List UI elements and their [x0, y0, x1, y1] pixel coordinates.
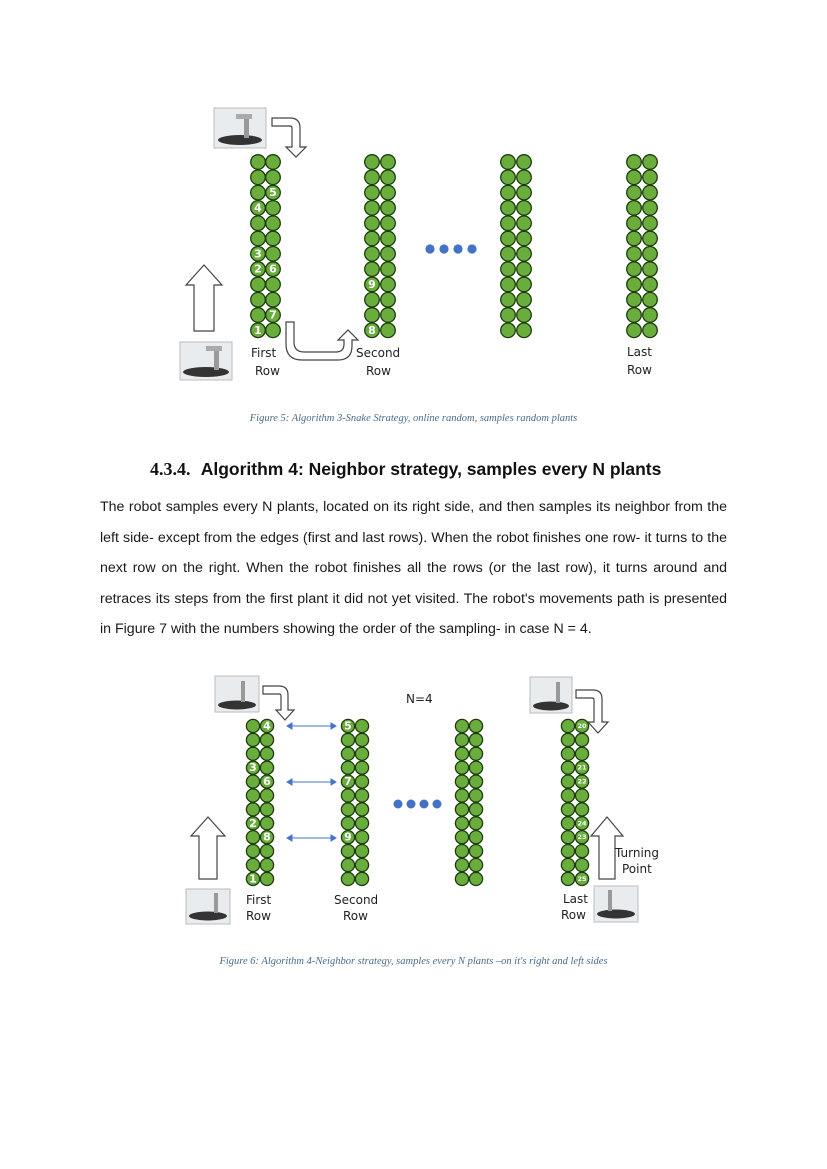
plant [643, 277, 658, 292]
plant [381, 262, 396, 277]
plant [455, 733, 468, 746]
plant [561, 817, 574, 830]
plant [355, 719, 368, 732]
plant [627, 216, 642, 231]
plant [501, 201, 516, 216]
plant [501, 216, 516, 231]
plant [575, 845, 588, 858]
plant [381, 155, 396, 170]
label-turning-point: Point [622, 862, 652, 876]
plant [561, 719, 574, 732]
plant [341, 733, 354, 746]
plant [455, 831, 468, 844]
plant [455, 845, 468, 858]
plant [501, 308, 516, 323]
plant [381, 277, 396, 292]
plant [251, 170, 266, 185]
sample-number: 24 [577, 819, 587, 828]
label-second-row: Row [366, 364, 391, 378]
plant [365, 231, 380, 246]
plant [627, 231, 642, 246]
plant [251, 277, 266, 292]
sample-number: 3 [249, 761, 257, 775]
plant [246, 831, 259, 844]
plant [355, 817, 368, 830]
plant [517, 185, 532, 200]
plant [365, 247, 380, 262]
label-last-row: Last [627, 345, 652, 359]
plant [561, 789, 574, 802]
plant [627, 247, 642, 262]
plant [341, 845, 354, 858]
plant [643, 185, 658, 200]
plant [561, 872, 574, 885]
label-last-row: Row [627, 363, 652, 377]
label-turning-point: Turning [615, 846, 659, 860]
figure-6-caption: Figure 6: Algorithm 4-Neighbor strategy, samples every N plants –on it's right and left sides [219, 956, 608, 967]
turn-arrow [272, 118, 306, 157]
body-paragraph: The robot samples every N plants, located on its right side, and then samples its neighbor from the left side- except from the edges (first and last rows). When the robot finishes one row- it turns to the next row on the right. When the robot finishes all the rows (or the last row), it turns around and retraces its steps from the first plant it did not yet visited. The robot's movements path is presented in Figure 7 with the numbers showing the order of the sampling- in case N = 4. [100, 499, 727, 637]
plant [455, 803, 468, 816]
plant [341, 858, 354, 871]
plant [365, 201, 380, 216]
plant [455, 789, 468, 802]
plant [455, 775, 468, 788]
plant [627, 323, 642, 338]
plant [469, 803, 482, 816]
plant [455, 817, 468, 830]
plant [627, 155, 642, 170]
plant [355, 733, 368, 746]
plant [341, 789, 354, 802]
plant [355, 858, 368, 871]
plant [246, 719, 259, 732]
plant [251, 292, 266, 307]
plant [365, 185, 380, 200]
label-second-row: Second [334, 893, 379, 907]
plant [381, 185, 396, 200]
plant [643, 216, 658, 231]
turn-arrow [263, 686, 294, 720]
plant [251, 231, 266, 246]
figure-5 [0, 0, 827, 410]
plant [469, 858, 482, 871]
plant [246, 789, 259, 802]
sample-number: 25 [577, 874, 587, 883]
plant [469, 719, 482, 732]
plant [266, 247, 281, 262]
plant [501, 262, 516, 277]
label-second-row: Row [343, 909, 368, 923]
plant [365, 292, 380, 307]
sample-number: 1 [254, 323, 262, 337]
sample-number: 22 [577, 777, 587, 786]
plant [517, 170, 532, 185]
label-first-row: First [251, 346, 277, 360]
plant [365, 308, 380, 323]
plant [365, 216, 380, 231]
figure-6 [0, 672, 827, 932]
plant [381, 216, 396, 231]
plant [643, 231, 658, 246]
plant [266, 216, 281, 231]
sample-order-numbers [249, 720, 587, 886]
plant [355, 761, 368, 774]
ellipsis-dots [394, 800, 442, 809]
plant [643, 292, 658, 307]
section-heading [150, 459, 661, 480]
plant [260, 747, 273, 760]
plant [469, 733, 482, 746]
plant [627, 292, 642, 307]
plant [469, 789, 482, 802]
plant [260, 872, 273, 885]
robot-icon [530, 677, 572, 713]
plant [501, 292, 516, 307]
plant [455, 761, 468, 774]
plant [246, 803, 259, 816]
plant [355, 747, 368, 760]
ellipsis-dots [425, 244, 476, 253]
section-title: Algorithm 4: Neighbor strategy, samples every N plants [200, 459, 662, 479]
plant [260, 789, 273, 802]
plant [643, 155, 658, 170]
plant [643, 170, 658, 185]
plant [627, 262, 642, 277]
plant [517, 323, 532, 338]
plant [355, 789, 368, 802]
plant [501, 277, 516, 292]
plant [517, 216, 532, 231]
robot-icon [594, 886, 638, 922]
plant [260, 845, 273, 858]
plant [381, 308, 396, 323]
plant [501, 247, 516, 262]
plant [266, 292, 281, 307]
sample-number: 21 [577, 763, 587, 772]
label-first-row: Row [246, 909, 271, 923]
plant [455, 858, 468, 871]
plant [341, 761, 354, 774]
sample-number: 2 [249, 816, 257, 830]
plant [501, 155, 516, 170]
plant [246, 733, 259, 746]
plant [469, 761, 482, 774]
plant [469, 817, 482, 830]
plant [501, 170, 516, 185]
plant [469, 747, 482, 760]
plant-grid-fig5 [251, 155, 658, 338]
plant [517, 292, 532, 307]
plant [355, 803, 368, 816]
plant [341, 803, 354, 816]
plant [575, 733, 588, 746]
plant [643, 308, 658, 323]
plant [251, 308, 266, 323]
robot-icon [180, 342, 232, 380]
plant [627, 170, 642, 185]
sample-number: 9 [368, 277, 376, 291]
plant [627, 185, 642, 200]
plant [575, 747, 588, 760]
robot-icon [186, 889, 230, 924]
plant [517, 247, 532, 262]
plant [561, 858, 574, 871]
plant [365, 262, 380, 277]
plant [469, 775, 482, 788]
plant [251, 216, 266, 231]
label-last-row: Row [561, 908, 586, 922]
up-arrow [186, 265, 222, 331]
sample-number: 20 [577, 722, 587, 730]
plant [469, 872, 482, 885]
plant [501, 185, 516, 200]
plant [381, 201, 396, 216]
sample-number: 4 [263, 719, 271, 733]
plant [643, 201, 658, 216]
plant [455, 872, 468, 885]
plant [381, 292, 396, 307]
plant [266, 231, 281, 246]
plant [517, 201, 532, 216]
sample-number: 3 [254, 247, 262, 261]
sample-number: 5 [344, 719, 352, 733]
plant [266, 170, 281, 185]
plant [517, 277, 532, 292]
plant [365, 170, 380, 185]
label-last-row: Last [563, 892, 588, 906]
plant [341, 817, 354, 830]
plant [469, 845, 482, 858]
plant [455, 719, 468, 732]
plant [355, 775, 368, 788]
plant [381, 231, 396, 246]
plant [561, 733, 574, 746]
plant [643, 262, 658, 277]
plant [517, 308, 532, 323]
plant [455, 747, 468, 760]
plant [561, 845, 574, 858]
plant [355, 872, 368, 885]
plant [561, 775, 574, 788]
plant [266, 201, 281, 216]
sample-number: 8 [263, 830, 271, 844]
plant [627, 308, 642, 323]
robot-icon [214, 108, 266, 148]
plant [246, 845, 259, 858]
plant [266, 155, 281, 170]
plant [501, 323, 516, 338]
sample-number: 1 [249, 872, 257, 886]
sample-number: 7 [344, 775, 352, 789]
plant [643, 247, 658, 262]
plant [501, 231, 516, 246]
sample-number: 9 [344, 830, 352, 844]
plant [341, 872, 354, 885]
up-arrow [191, 817, 225, 879]
plant [355, 831, 368, 844]
plant [355, 845, 368, 858]
sample-number: 4 [254, 201, 262, 215]
plant [575, 803, 588, 816]
u-turn-arrow [286, 322, 358, 360]
sample-number: 2 [254, 262, 262, 276]
plant [260, 803, 273, 816]
plant [561, 831, 574, 844]
plant-grid-fig6 [246, 719, 588, 885]
plant [517, 155, 532, 170]
sample-number: 23 [577, 833, 587, 842]
figure-5-caption: Figure 5: Algorithm 3-Snake Strategy, online random, samples random plants [249, 413, 578, 424]
plant [251, 155, 266, 170]
plant [246, 775, 259, 788]
plant [246, 858, 259, 871]
plant [251, 185, 266, 200]
plant [469, 831, 482, 844]
plant [365, 155, 380, 170]
plant [575, 858, 588, 871]
plant [627, 277, 642, 292]
plant [266, 277, 281, 292]
neighbor-arrows [287, 723, 336, 841]
plant [381, 247, 396, 262]
plant [381, 170, 396, 185]
sample-number: 6 [263, 775, 271, 789]
plant [260, 761, 273, 774]
robot-icon [215, 676, 259, 712]
plant [643, 323, 658, 338]
plant [246, 747, 259, 760]
sample-number: 5 [269, 186, 277, 200]
plant [561, 803, 574, 816]
label-first-row: First [246, 893, 272, 907]
section-number: 4.3.4. [150, 459, 191, 479]
sample-number: 8 [368, 323, 376, 337]
plant [561, 761, 574, 774]
plant [381, 323, 396, 338]
n-label: N=4 [406, 692, 433, 706]
plant [517, 231, 532, 246]
label-first-row: Row [255, 364, 280, 378]
plant [341, 747, 354, 760]
plant [561, 747, 574, 760]
sample-number: 6 [269, 262, 277, 276]
plant [575, 789, 588, 802]
plant [517, 262, 532, 277]
plant [266, 323, 281, 338]
sample-number: 7 [269, 308, 277, 322]
plant [627, 201, 642, 216]
plant [260, 817, 273, 830]
label-second-row: Second [356, 346, 401, 360]
plant [260, 733, 273, 746]
plant [260, 858, 273, 871]
